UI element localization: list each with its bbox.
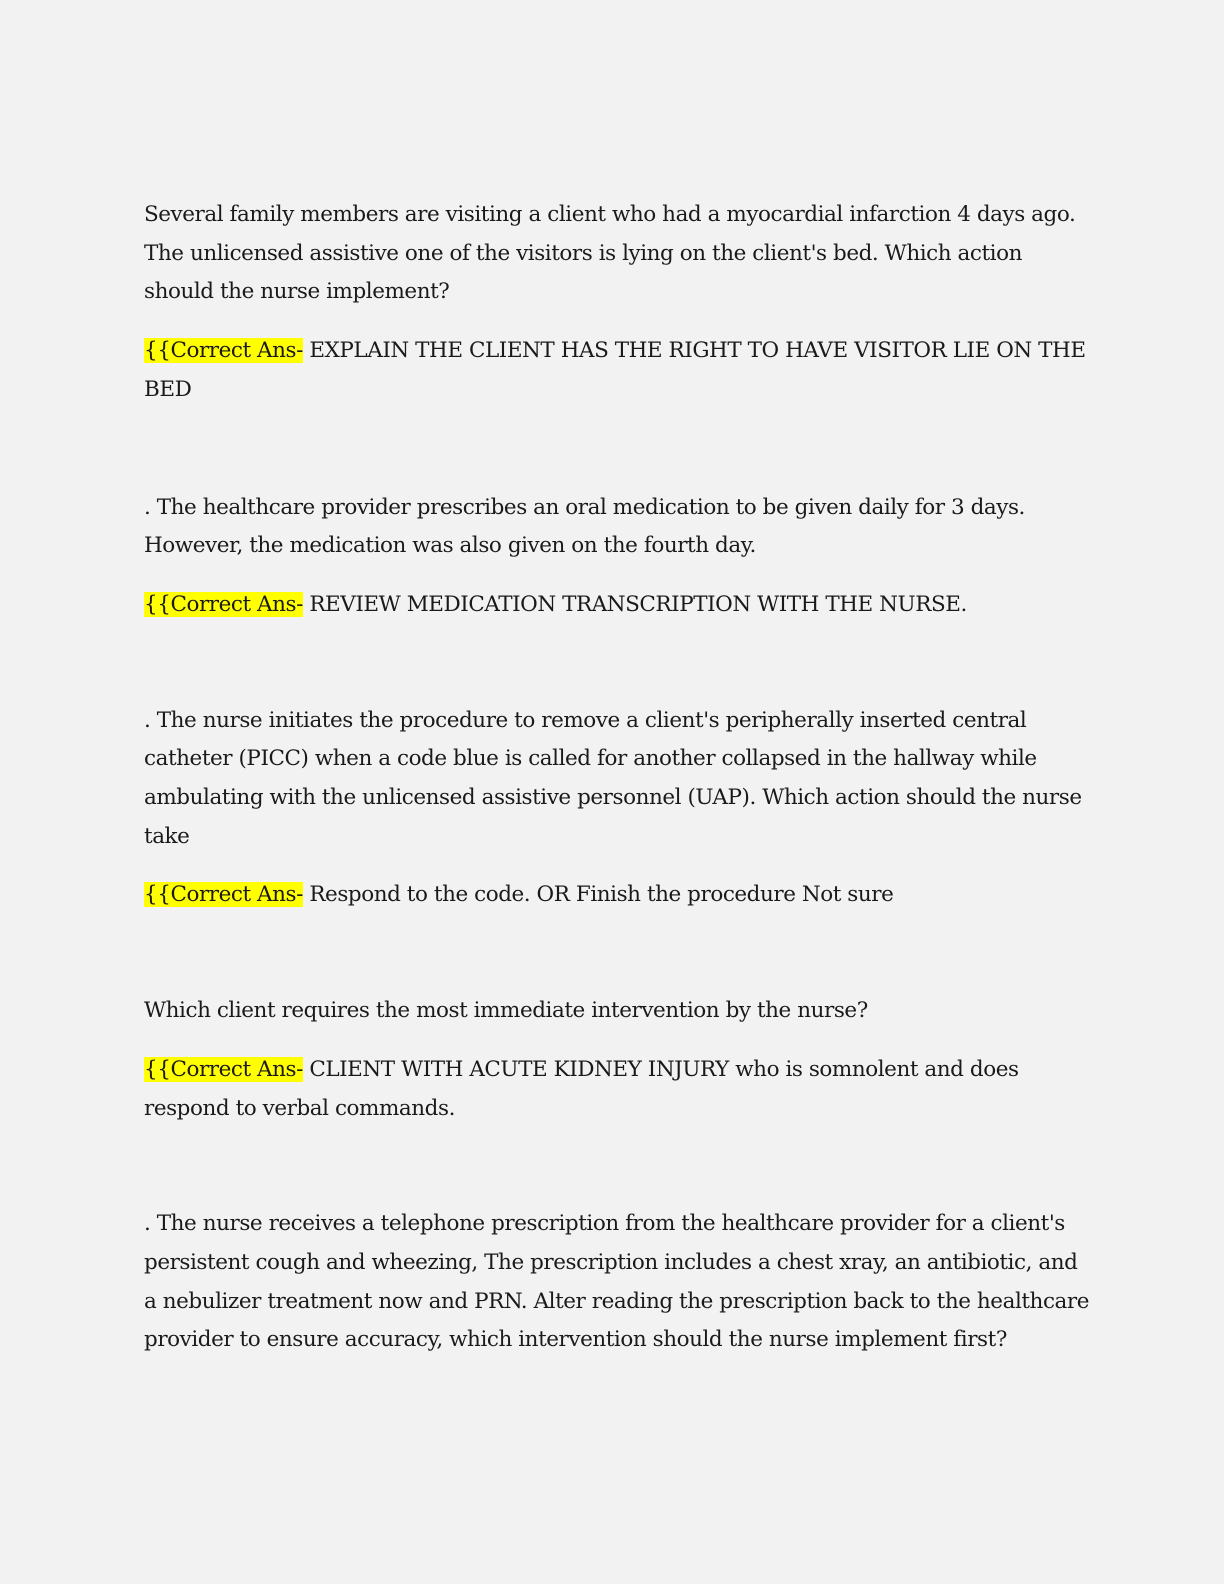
answer-text <box>144 332 1089 409</box>
answer-body: EXPLAIN THE CLIENT HAS THE RIGHT TO HAVE VISITOR LIE ON THE BED <box>144 338 1086 402</box>
answer-prefix-highlight: {{Correct Ans- <box>144 1056 303 1082</box>
question-text: Several family members are visiting a client who had a myocardial infarction 4 days ago. The unlicensed assistive one of the visitors is lying on the client's bed. Which action should the nurse implement? <box>144 202 1076 305</box>
answer-body: REVIEW MEDICATION TRANSCRIPTION WITH THE NURSE. <box>309 591 967 617</box>
qa-block <box>144 196 1089 410</box>
answer-text <box>144 1051 1089 1128</box>
qa-block <box>144 1205 1089 1360</box>
document-page <box>144 196 1089 1380</box>
answer-prefix-highlight: {{Correct Ans- <box>144 882 303 908</box>
answer-prefix-highlight: {{Correct Ans- <box>144 591 303 617</box>
answer-body: Respond to the code. OR Finish the procedure Not sure <box>309 882 894 908</box>
answer-text <box>144 876 1089 915</box>
question-text: Which client requires the most immediate intervention by the nurse? <box>144 998 868 1024</box>
qa-block <box>144 702 1089 916</box>
qa-block <box>144 489 1089 625</box>
answer-text <box>144 586 1089 625</box>
question-text: . The nurse receives a telephone prescription from the healthcare provider for a client's persistent cough and wheezing, The prescription includes a chest xray, an antibiotic, and a nebulizer treatment now and PRN. Alter reading the prescription back to the healthcare provider to ensure accuracy, which intervention should the nurse implement first? <box>144 1211 1090 1353</box>
answer-prefix-highlight: {{Correct Ans- <box>144 338 303 364</box>
answer-body: CLIENT WITH ACUTE KIDNEY INJURY who is somnolent and does respond to verbal commands. <box>144 1056 1019 1121</box>
question-text: . The nurse initiates the procedure to remove a client's peripherally inserted central catheter (PICC) when a code blue is called for another collapsed in the hallway while ambulating with the unlicensed assistive personnel (UAP). Which action should the nurse take <box>144 707 1082 849</box>
qa-block <box>144 992 1089 1128</box>
question-text: . The healthcare provider prescribes an oral medication to be given daily for 3 days. However, the medication was also given on the fourth day. <box>144 494 1025 559</box>
